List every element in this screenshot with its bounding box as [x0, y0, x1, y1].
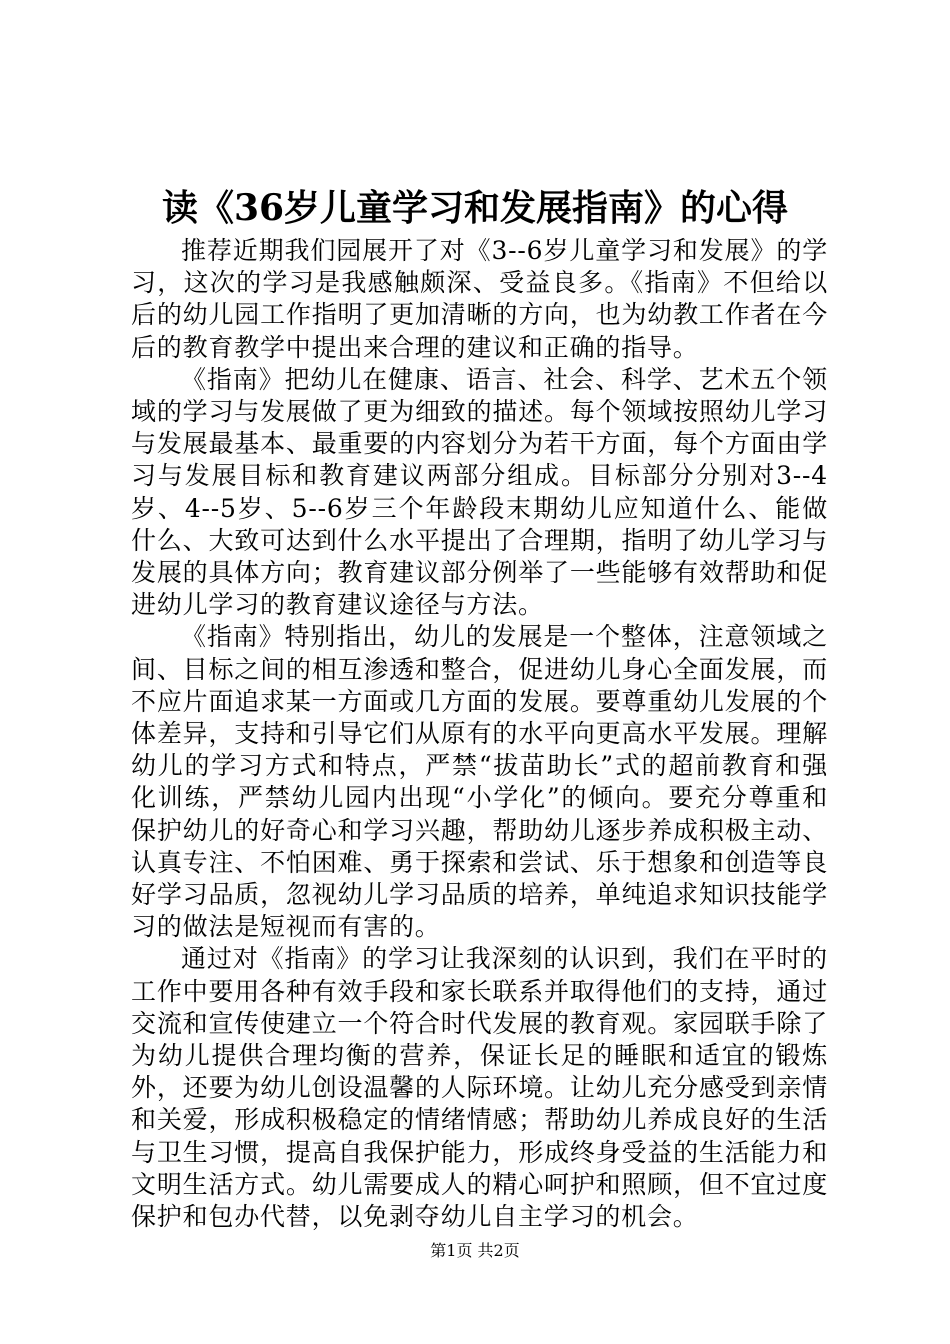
page-title: 读《36岁儿童学习和发展指南》的心得	[161, 187, 789, 229]
paragraph-4: 通过对《指南》的学习让我深刻的认识到，我们在平时的工作中要用各种有效手段和家长联系并取得他们的支持，通过交流和宣传使建立一个符合时代发展的教育观。家园联手除了为幼儿提供合理均衡的营养，保证长足的睡眠和适宜的锻炼外，还要为幼儿创设温馨的人际环境。让幼儿充分感受到亲情和关爱，形成积极稳定的情绪情感；帮助幼儿养成良好的生活与卫生习惯，提高自我保护能力，形成终身受益的生活能力和文明生活方式。幼儿需要成人的精心呵护和照顾，但不宜过度保护和包办代替，以免剥夺幼儿自主学习的机会。	[131, 944, 828, 1232]
paragraph-3: 《指南》特别指出，幼儿的发展是一个整体，注意领域之间、目标之间的相互渗透和整合，促进幼儿身心全面发展，而不应片面追求某一方面或几方面的发展。要尊重幼儿发展的个体差异，支持和引导它们从原有的水平向更高水平发展。理解幼儿的学习方式和特点，严禁“拔苗助长”式的超前教育和强化训练，严禁幼儿园内出现“小学化”的倾向。要充分尊重和保护幼儿的好奇心和学习兴趣，帮助幼儿逐步养成积极主动、认真专注、不怕困难、勇于探索和尝试、乐于想象和创造等良好学习品质，忽视幼儿学习品质的培养，单纯追求知识技能学习的做法是短视而有害的。	[131, 622, 828, 942]
page-footer: 第1页 共2页	[430, 1241, 520, 1260]
paragraph-1: 推荐近期我们园展开了对《3--6岁儿童学习和发展》的学习，这次的学习是我感触颇深、受益良多。《指南》不但给以后的幼儿园工作指明了更加清晰的方向，也为幼教工作者在今后的教育教学中提出来合理的建议和正确的指导。	[131, 236, 828, 362]
document-body	[131, 235, 828, 1233]
paragraph-2: 《指南》把幼儿在健康、语言、社会、科学、艺术五个领域的学习与发展做了更为细致的描述。每个领域按照幼儿学习与发展最基本、最重要的内容划分为若干方面，每个方面由学习与发展目标和教育建议两部分组成。目标部分分别对3--4岁、4--5岁、5--6岁三个年龄段末期幼儿应知道什么、能做什么、大致可达到什么水平提出了合理期，指明了幼儿学习与发展的具体方向；教育建议部分例举了一些能够有效帮助和促进幼儿学习的教育建议途径与方法。	[131, 364, 828, 620]
